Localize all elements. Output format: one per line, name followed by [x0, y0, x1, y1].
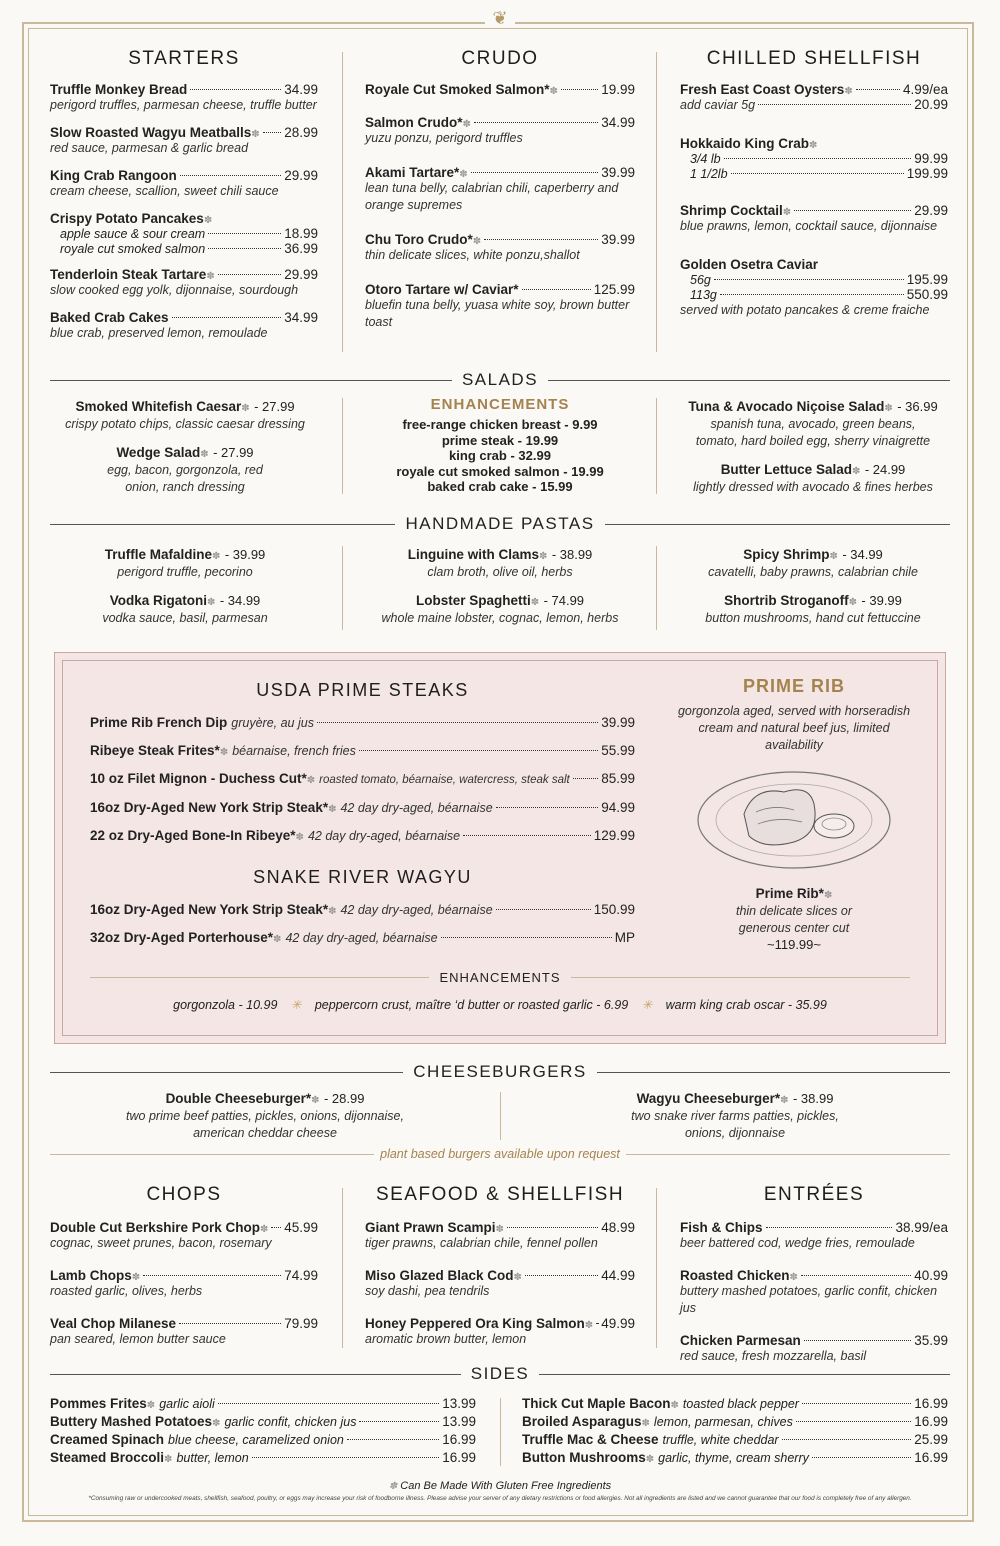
enhancements-title: ENHANCEMENTS	[430, 396, 570, 413]
menu-item: Miso Glazed Black Cod ✽ 44.99 soy dashi, pea tendrils	[365, 1268, 635, 1298]
entrees-title: ENTRÉES	[763, 1184, 865, 1205]
menu-item: Fish & Chips 38.99/ea beer battered cod, wedge fries, remoulade	[680, 1220, 948, 1250]
menu-item: Truffle Monkey Bread 34.99 perigord truffles, parmesan cheese, truffle butter	[50, 82, 318, 112]
pastas-col3	[678, 546, 948, 638]
burger-left: Double Cheeseburger*✽ - 28.99 two prime beef patties, pickles, onions, dijonnaise, american cheddar cheese	[126, 1091, 404, 1140]
menu-item: Otoro Tartare w/ Caviar* 125.99 bluefin tuna belly, yuasa white soy, brown butter toast	[365, 282, 635, 329]
menu-item: Ribeye Steak Frites* ✽ béarnaise, french fries 55.99	[90, 743, 635, 758]
menu-item: Smoked Whitefish Caesar✽ - 27.99 crispy potato chips, classic caesar dressing	[65, 399, 305, 431]
menu-item: 10 oz Filet Mignon - Duchess Cut* ✽ roasted tomato, béarnaise, watercress, steak salt 85.99	[90, 771, 635, 786]
seafood-section	[365, 1184, 635, 1359]
menu-item: Creamed Spinach blue cheese, caramelized onion 16.99	[50, 1432, 476, 1447]
menu-item: Akami Tartare* ✽ 39.99 lean tuna belly, calabrian chili, caperberry and orange supremes	[365, 165, 635, 212]
pastas-col2	[365, 546, 635, 638]
menu-item: Chu Toro Crudo* ✽ 39.99 thin delicate slices, white ponzu,shallot	[365, 232, 635, 262]
burgers-title: CHEESEBURGERS	[413, 1062, 587, 1081]
menu-item: Shrimp Cocktail ✽ 29.99 blue prawns, lemon, cocktail sauce, dijonnaise	[680, 203, 948, 233]
starters-title: STARTERS	[128, 48, 240, 69]
menu-item: 16oz Dry-Aged New York Strip Steak* ✽ 42 day dry-aged, béarnaise 94.99	[90, 800, 635, 815]
seafood-title: SEAFOOD & SHELLFISH	[375, 1184, 625, 1205]
menu-item: Tenderloin Steak Tartare ✽ 29.99 slow cooked egg yolk, dijonnaise, sourdough	[50, 267, 318, 297]
salads-right	[678, 398, 948, 507]
menu-item: Slow Roasted Wagyu Meatballs ✽ 28.99 red sauce, parmesan & garlic bread	[50, 125, 318, 155]
salad-enhancements: ENHANCEMENTS free-range chicken breast - 9.99 prime steak - 19.99 king crab - 32.99 royale cut smoked salmon - 19.99 baked crab cake - 15.99	[360, 396, 640, 495]
divider	[342, 52, 343, 352]
prime-rib-section: PRIME RIB gorgonzola aged, served with horseradish cream and natural beef jus, limited availability Prime Rib*✽ thin delicate slices or generous center cut ~119.99~	[660, 676, 928, 952]
gf-note: Can Be Made With Gluten Free Ingredients	[400, 1480, 612, 1492]
salads-banner	[50, 368, 950, 392]
menu-item: Golden Osetra Caviar 56g 195.99 113g 550.99 served with potato pancakes & creme fraiche	[680, 257, 948, 317]
menu-item: Wedge Salad✽ - 27.99 egg, bacon, gorgonzola, red onion, ranch dressing	[107, 445, 263, 494]
menu-item: 32oz Dry-Aged Porterhouse* ✽ 42 day dry-aged, béarnaise MP	[90, 930, 635, 945]
burger-right: Wagyu Cheeseburger*✽ - 38.99 two snake river farms patties, pickles, onions, dijonnaise	[631, 1091, 839, 1140]
menu-item: Truffle Mafaldine✽ - 39.99 perigord truffle, pecorino	[104, 547, 266, 579]
salads-left	[50, 398, 320, 507]
pastas-title: HANDMADE PASTAS	[405, 514, 595, 533]
menu-item: Vodka Rigatoni✽ - 34.99 vodka sauce, basil, parmesan	[102, 593, 268, 625]
divider	[500, 1092, 501, 1140]
menu-item: Truffle Mac & Cheese truffle, white cheddar 25.99	[522, 1432, 948, 1447]
chilled-section	[680, 48, 948, 330]
crest-icon: ❦	[485, 8, 515, 28]
menu-item: Chicken Parmesan 35.99 red sauce, fresh mozzarella, basil	[680, 1333, 948, 1363]
steaks-title: USDA PRIME STEAKS	[256, 680, 469, 700]
divider	[656, 398, 657, 494]
burgers-banner	[50, 1060, 950, 1084]
menu-item: Button Mushrooms ✽ garlic, thyme, cream sherry 16.99	[522, 1450, 948, 1465]
menu-item: Honey Peppered Ora King Salmon ✽ 49.99 aromatic brown butter, lemon	[365, 1316, 635, 1346]
menu-item: Hokkaido King Crab ✽ 3/4 lb 99.99 1 1/2lb 199.99	[680, 136, 948, 181]
menu-item: Pommes Frites ✽ garlic aioli 13.99	[50, 1396, 476, 1411]
menu-item: Prime Rib French Dip gruyère, au jus 39.99	[90, 715, 635, 730]
burger-note: plant based burgers available upon request	[50, 1147, 950, 1161]
entrees-section	[680, 1184, 948, 1376]
menu-item: Buttery Mashed Potatoes ✽ garlic confit, chicken jus 13.99	[50, 1414, 476, 1429]
menu-item: Linguine with Clams✽ - 38.99 clam broth, olive oil, herbs	[407, 547, 593, 579]
menu-item: Veal Chop Milanese 79.99 pan seared, lemon butter sauce	[50, 1316, 318, 1346]
pastas-banner	[50, 512, 950, 536]
menu-item: Spicy Shrimp✽ - 34.99 cavatelli, baby prawns, calabrian chile	[708, 547, 918, 579]
steak-enhancements-header: ENHANCEMENTS	[90, 970, 910, 985]
menu-item: Butter Lettuce Salad✽ - 24.99 lightly dressed with avocado & fines herbes	[693, 462, 933, 494]
sides-right	[522, 1396, 948, 1468]
menu-item: Lamb Chops ✽ 74.99 roasted garlic, olives, herbs	[50, 1268, 318, 1298]
divider	[656, 546, 657, 630]
prime-rib-plate-illustration	[694, 764, 894, 874]
footer: ✽ Can Be Made With Gluten Free Ingredients *Consuming raw or undercooked meats, shellfish, seafood, poultry, or eggs may increase your risk of foodborne illness. Please advise your server of any dietary restrictions or food allergies. Not all ingredients are listed and we cannot guarantee that our food is completely free of any allergen.	[40, 1480, 960, 1502]
menu-item: 22 oz Dry-Aged Bone-In Ribeye* ✽ 42 day dry-aged, béarnaise 129.99	[90, 828, 635, 843]
menu-item: Steamed Broccoli ✽ butter, lemon 16.99	[50, 1450, 476, 1465]
divider	[342, 546, 343, 630]
wagyu-title: SNAKE RIVER WAGYU	[253, 867, 472, 887]
divider	[342, 1188, 343, 1348]
divider	[656, 1188, 657, 1348]
menu-item: Crispy Potato Pancakes ✽ apple sauce & sour cream 18.99 royale cut smoked salmon 36.99	[50, 211, 318, 256]
menu-item: Salmon Crudo* ✽ 34.99 yuzu ponzu, perigord truffles	[365, 115, 635, 145]
crudo-section	[365, 48, 635, 342]
chilled-title: CHILLED SHELLFISH	[706, 48, 922, 69]
prime-rib-title: PRIME RIB	[742, 676, 845, 696]
menu-item: King Crab Rangoon 29.99 cream cheese, scallion, sweet chili sauce	[50, 168, 318, 198]
divider	[500, 1398, 501, 1466]
menu-item: Royale Cut Smoked Salmon* ✽ 19.99	[365, 82, 635, 97]
menu-item: Roasted Chicken ✽ 40.99 buttery mashed potatoes, garlic confit, chicken jus	[680, 1268, 948, 1315]
starters-section	[50, 48, 318, 353]
menu-item: Tuna & Avocado Niçoise Salad✽ - 36.99 spanish tuna, avocado, green beans, tomato, hard boiled egg, sherry vinaigrette	[688, 399, 938, 448]
pastas-col1	[50, 546, 320, 638]
salads-title: SALADS	[461, 370, 539, 389]
steak-enhancements: gorgonzola - 10.99 ✳ peppercorn crust, maître ‘d butter or roasted garlic - 6.99 ✳ warm king crab oscar - 35.99	[173, 998, 827, 1012]
menu-item: Shortrib Stroganoff✽ - 39.99 button mushrooms, hand cut fettuccine	[705, 593, 921, 625]
chops-section	[50, 1184, 318, 1359]
menu-item: Fresh East Coast Oysters ✽ 4.99/ea add caviar 5g 20.99	[680, 82, 948, 112]
sides-left	[50, 1396, 476, 1468]
divider	[656, 52, 657, 352]
divider	[342, 398, 343, 494]
menu-item: Giant Prawn Scampi ✽ 48.99 tiger prawns, calabrian chile, fennel pollen	[365, 1220, 635, 1250]
sides-title: SIDES	[470, 1364, 530, 1383]
menu-item: Baked Crab Cakes 34.99 blue crab, preserved lemon, remoulade	[50, 310, 318, 340]
steaks-section	[90, 680, 635, 947]
menu-item: Lobster Spaghetti✽ - 74.99 whole maine lobster, cognac, lemon, herbs	[381, 593, 619, 625]
menu-item: Broiled Asparagus ✽ lemon, parmesan, chives 16.99	[522, 1414, 948, 1429]
menu-item: 16oz Dry-Aged New York Strip Steak* ✽ 42 day dry-aged, béarnaise 150.99	[90, 902, 635, 917]
chops-title: CHOPS	[146, 1184, 222, 1205]
disclaimer: *Consuming raw or undercooked meats, shellfish, seafood, poultry, or eggs may increase your risk of foodborne illness. Please advise your server of any dietary restrictions or food allergies. Not all ingredients are listed and we cannot guarantee that our food is completely free of any allergen.	[88, 1495, 912, 1502]
menu-item: Thick Cut Maple Bacon ✽ toasted black pepper 16.99	[522, 1396, 948, 1411]
crudo-title: CRUDO	[461, 48, 539, 69]
menu-item: Double Cut Berkshire Pork Chop ✽ 45.99 cognac, sweet prunes, bacon, rosemary	[50, 1220, 318, 1250]
sides-banner	[50, 1362, 950, 1386]
